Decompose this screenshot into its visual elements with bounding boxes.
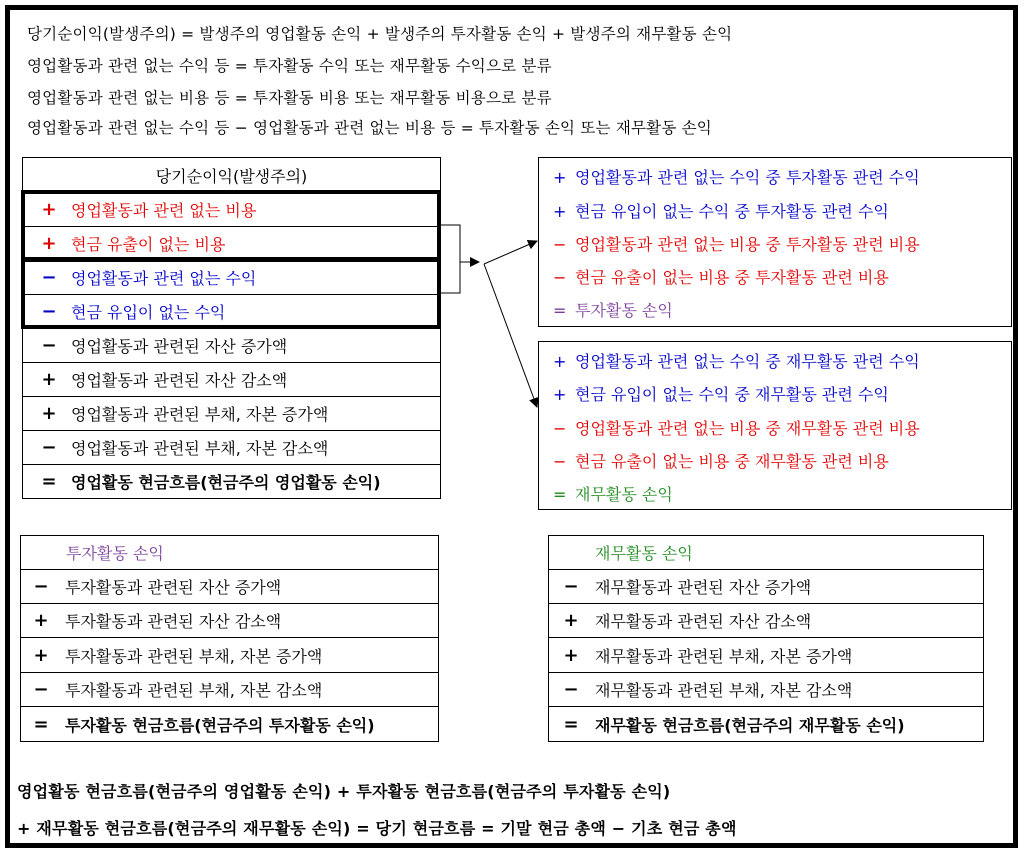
investing-breakdown-result	[553, 298, 673, 321]
definition-line-3: 영업활동과 관련 없는 비용 등 = 투자활동 비용 또는 재무활동 비용으로 분류	[27, 89, 552, 107]
financing-breakdown-line-3	[553, 416, 920, 439]
investing-row-label: 투자활동과 관련된 부채, 자본 증가액	[65, 646, 323, 666]
operating-table-header: 당기순이익(발생주의)	[155, 166, 308, 186]
operating-row-label: 현금 유출이 없는 비용	[71, 235, 226, 254]
minus-sign: −	[563, 679, 579, 700]
investing-table-header: 투자활동 손익	[66, 544, 164, 563]
minus-sign: −	[41, 335, 57, 356]
investing-breakdown-box	[538, 157, 1012, 327]
operating-row-label: 영업활동과 관련된 부채, 자본 감소액	[71, 439, 329, 458]
investing-breakdown-line-4	[553, 265, 889, 288]
definition-line-4: 영업활동과 관련 없는 수익 등 − 영업활동과 관련 없는 비용 등 = 투자활동 손익 또는 재무활동 손익	[27, 119, 712, 137]
plus-sign: +	[553, 168, 567, 187]
breakdown-text: 재무활동 손익	[575, 485, 673, 504]
breakdown-text: 현금 유입이 없는 수익 중 재무활동 관련 수익	[575, 385, 889, 404]
equals-sign: =	[41, 471, 57, 492]
plus-sign: +	[553, 352, 567, 371]
definition-line-2: 영업활동과 관련 없는 수익 등 = 투자활동 수익 또는 재무활동 수익으로 분류	[27, 57, 552, 75]
investing-row-label: 투자활동과 관련된 자산 감소액	[65, 612, 282, 631]
minus-sign: −	[553, 268, 567, 287]
investing-breakdown-line-3	[553, 232, 920, 255]
equals-sign: =	[33, 713, 49, 735]
plus-sign: +	[33, 610, 49, 631]
breakdown-text: 현금 유출이 없는 비용 중 투자활동 관련 비용	[575, 268, 889, 287]
minus-sign: −	[33, 576, 49, 597]
investing-breakdown-line-2	[553, 199, 889, 222]
summary-line-1: 영업활동 현금흐름(현금주의 영업활동 손익) + 투자활동 현금흐름(현금주의 투자활동 손익)	[17, 782, 671, 801]
operating-row-label: 영업활동과 관련된 자산 증가액	[71, 337, 288, 356]
minus-sign: −	[41, 301, 57, 322]
investing-row-label: 투자활동과 관련된 자산 증가액	[65, 578, 282, 597]
financing-breakdown-result	[553, 482, 673, 505]
financing-breakdown-line-2	[553, 382, 889, 405]
breakdown-text: 영업활동과 관련 없는 수익 중 투자활동 관련 수익	[575, 168, 920, 187]
financing-total-label: 재무활동 현금흐름(현금주의 재무활동 손익)	[595, 715, 905, 735]
financing-row-label: 재무활동과 관련된 자산 증가액	[595, 578, 812, 597]
investing-row-label: 투자활동과 관련된 부채, 자본 감소액	[65, 681, 323, 700]
operating-row-label: 영업활동과 관련 없는 비용	[71, 201, 257, 220]
equals-sign: =	[553, 485, 567, 504]
investing-row-3	[21, 637, 438, 672]
investing-row-1	[21, 569, 438, 603]
minus-sign: −	[41, 437, 57, 458]
financing-row-label: 재무활동과 관련된 부채, 자본 증가액	[595, 646, 853, 666]
investing-row-2	[21, 603, 438, 637]
financing-row-2	[549, 603, 983, 637]
financing-row-4	[549, 672, 983, 706]
breakdown-text: 현금 유출이 없는 비용 중 재무활동 관련 비용	[575, 452, 889, 471]
minus-sign: −	[33, 679, 49, 700]
financing-breakdown-line-4	[553, 449, 889, 472]
plus-sign: +	[41, 199, 57, 220]
equals-sign: =	[563, 713, 579, 735]
financing-row-label: 재무활동과 관련된 자산 감소액	[595, 612, 812, 631]
minus-sign: −	[553, 235, 567, 254]
plus-sign: +	[41, 233, 57, 254]
plus-sign: +	[41, 369, 57, 390]
financing-row-3	[549, 637, 983, 672]
minus-sign: −	[553, 419, 567, 438]
investing-row-total	[21, 706, 438, 741]
investing-cashflow-table	[20, 535, 439, 742]
breakdown-text: 영업활동과 관련 없는 비용 중 재무활동 관련 비용	[575, 419, 920, 438]
equals-sign: =	[553, 301, 567, 320]
minus-sign: −	[563, 576, 579, 597]
financing-breakdown-line-1	[553, 349, 920, 372]
investing-total-label: 투자활동 현금흐름(현금주의 투자활동 손익)	[65, 715, 375, 735]
operating-total-label: 영업활동 현금흐름(현금주의 영업활동 손익)	[71, 473, 381, 492]
plus-sign: +	[553, 385, 567, 404]
financing-row-1	[549, 569, 983, 603]
financing-breakdown-box	[538, 341, 1012, 510]
minus-sign: −	[41, 267, 57, 288]
financing-table-header: 재무활동 손익	[595, 544, 693, 563]
breakdown-text: 영업활동과 관련 없는 비용 중 투자활동 관련 비용	[575, 235, 920, 254]
plus-sign: +	[563, 644, 579, 666]
operating-row-label: 영업활동과 관련된 자산 감소액	[71, 371, 288, 390]
investing-breakdown-line-1	[553, 165, 920, 188]
plus-sign: +	[41, 403, 57, 424]
breakdown-text: 영업활동과 관련 없는 수익 중 재무활동 관련 수익	[575, 352, 920, 371]
plus-sign: +	[563, 610, 579, 631]
financing-row-label: 재무활동과 관련된 부채, 자본 감소액	[595, 681, 853, 700]
breakdown-text: 투자활동 손익	[575, 301, 673, 320]
operating-row-label: 영업활동과 관련 없는 수익	[71, 269, 257, 288]
breakdown-text: 현금 유입이 없는 수익 중 투자활동 관련 수익	[575, 202, 889, 221]
plus-sign: +	[553, 202, 567, 221]
financing-cashflow-table	[548, 535, 984, 742]
operating-row-label: 영업활동과 관련된 부채, 자본 증가액	[71, 405, 329, 424]
summary-line-2: + 재무활동 현금흐름(현금주의 재무활동 손익) = 당기 현금흐름 = 기말 현금 총액 − 기초 현금 총액	[17, 819, 737, 838]
minus-sign: −	[553, 452, 567, 471]
financing-row-total	[549, 706, 983, 741]
definition-line-1: 당기순이익(발생주의) = 발생주의 영업활동 손익 + 발생주의 투자활동 손익 + 발생주의 재무활동 손익	[27, 25, 733, 43]
operating-row-label: 현금 유입이 없는 수익	[71, 303, 226, 322]
investing-row-4	[21, 672, 438, 706]
plus-sign: +	[33, 644, 49, 666]
